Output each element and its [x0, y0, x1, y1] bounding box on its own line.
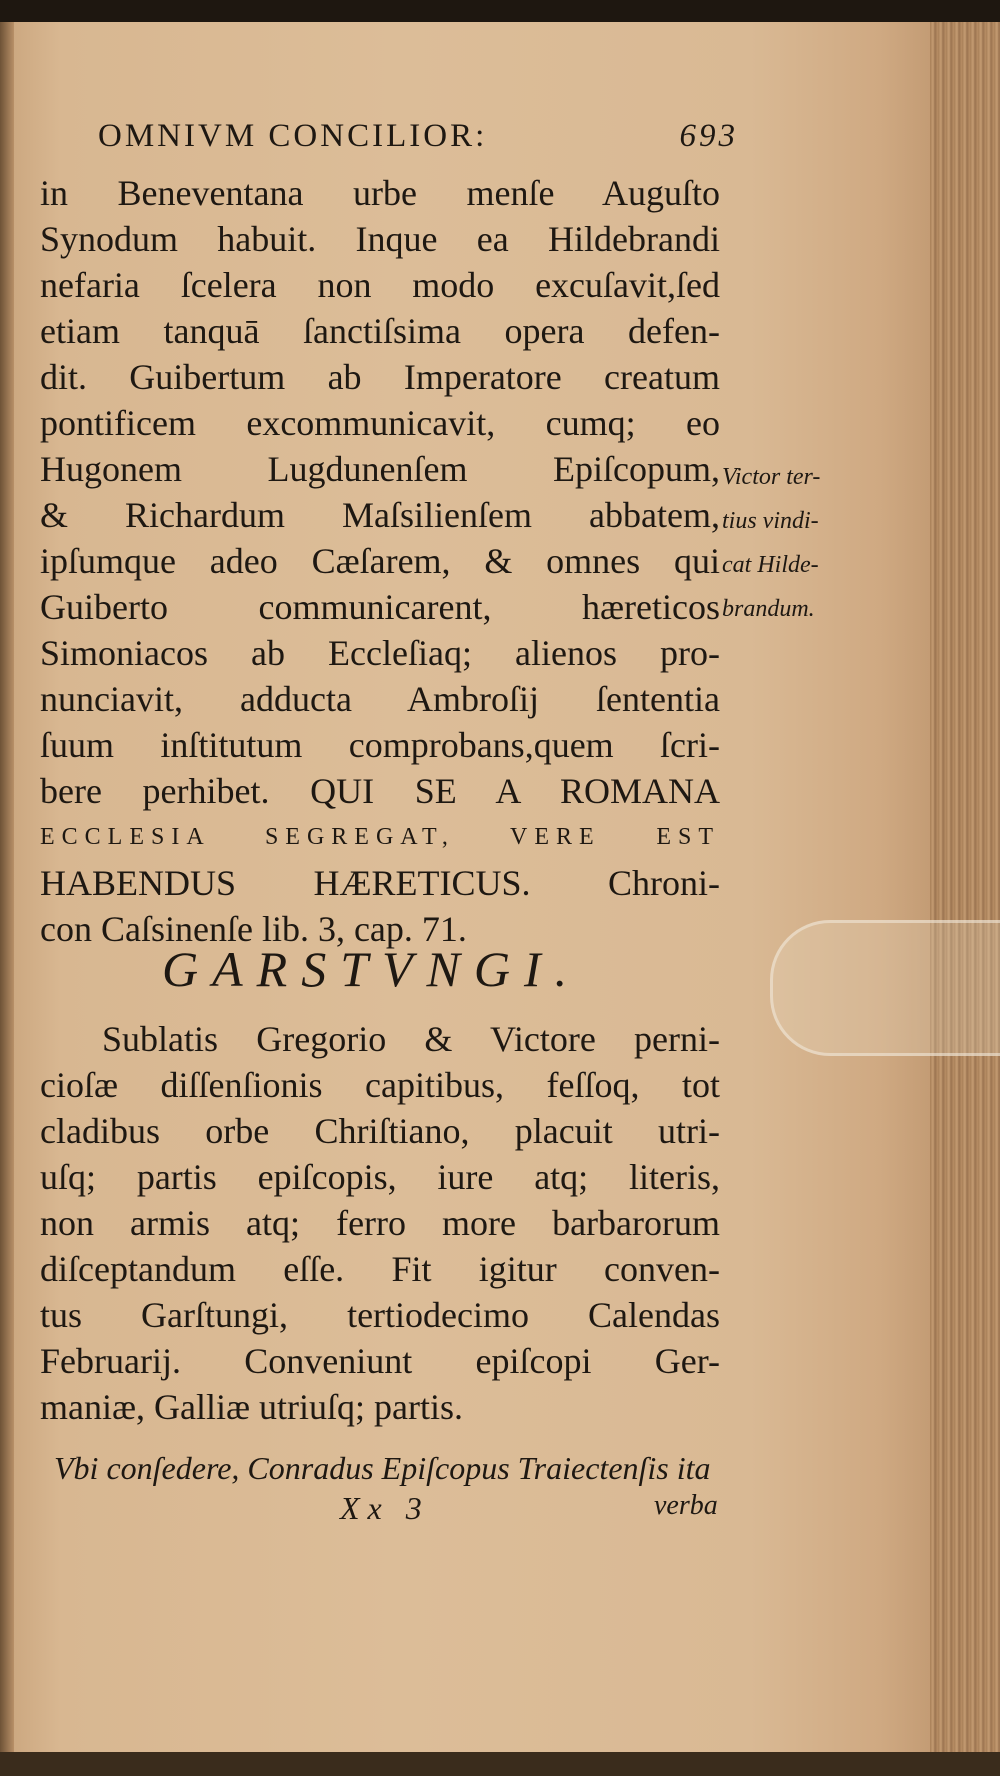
text-line: tus Garſtungi, tertiodecimo Calendas	[40, 1295, 720, 1335]
text-line: diſceptandum eſſe. Fit igitur conven-	[40, 1249, 720, 1289]
catchword: verba	[654, 1490, 718, 1521]
text-line: ipſumque adeo Cæſarem, & omnes qui	[40, 541, 720, 581]
running-head-title: OMNIVM CONCILIOR:	[98, 118, 488, 154]
text-line: Februarij. Conveniunt epiſcopi Ger-	[40, 1341, 720, 1381]
text-line: Sublatis Gregorio & Victore perni-	[102, 1019, 720, 1059]
text-line: etiam tanquā ſanctiſsima opera defen-	[40, 311, 720, 351]
top-edge	[0, 0, 1000, 22]
text-line: nunciavit, adducta Ambroſij ſententia	[40, 679, 720, 719]
marginal-note	[722, 455, 872, 631]
text-line: pontificem excommunicavit, cumq; eo	[40, 403, 720, 443]
text-line: Hugonem Lugdunenſem Epiſcopum,	[40, 449, 720, 489]
section-text	[40, 1016, 720, 1430]
marginal-line: cat Hilde-	[722, 552, 819, 578]
marginal-line: tius vindi-	[722, 508, 819, 534]
body-text	[40, 170, 720, 952]
text-line: dit. Guibertum ab Imperatore creatum	[40, 357, 720, 397]
text-line: uſq; partis epiſcopis, iure atq; literis,	[40, 1157, 720, 1197]
signature-mark: Xx 3	[340, 1490, 430, 1526]
text-line: maniæ, Galliæ utriuſq; partis.	[40, 1387, 463, 1427]
page-fore-edge	[930, 22, 1000, 1752]
text-line: Guiberto communicarent, hæreticos	[40, 587, 720, 627]
text-line: ECCLESIA SEGREGAT, VERE EST	[40, 824, 720, 850]
running-head	[98, 118, 738, 166]
final-line: Vbi conſedere, Conradus Epiſcopus Traiectenſis ita	[54, 1450, 711, 1486]
marginal-line: Victor ter-	[722, 464, 821, 490]
text-line: bere perhibet. QUI SE A ROMANA	[40, 771, 720, 811]
text-line: in Beneventana urbe menſe Auguſto	[40, 173, 720, 213]
text-line: & Richardum Maſsilienſem abbatem,	[40, 495, 720, 535]
section-heading: GARSTVNGI.	[162, 941, 582, 997]
text-line: cioſæ diſſenſionis capitibus, feſſoq, tot	[40, 1065, 720, 1105]
text-line: nefaria ſcelera non modo excuſavit,ſed	[40, 265, 720, 305]
bottom-edge	[0, 1752, 1000, 1776]
page-clip	[770, 920, 1000, 1056]
text-line: ſuum inſtitutum comprobans,quem ſcri-	[40, 725, 720, 765]
marginal-line: brandum.	[722, 596, 815, 622]
text-line: HABENDUS HÆRETICUS. Chroni-	[40, 863, 720, 903]
text-line: Simoniacos ab Eccleſiaq; alienos pro-	[40, 633, 720, 673]
text-line: cladibus orbe Chriſtiano, placuit utri-	[40, 1111, 720, 1151]
text-line: Synodum habuit. Inque ea Hildebrandi	[40, 219, 720, 259]
text-line: con Caſsinenſe lib. 3, cap. 71.	[40, 909, 467, 949]
binding-edge	[0, 22, 14, 1752]
text-line: non armis atq; ferro more barbarorum	[40, 1203, 720, 1243]
page-number: 693	[679, 118, 738, 154]
